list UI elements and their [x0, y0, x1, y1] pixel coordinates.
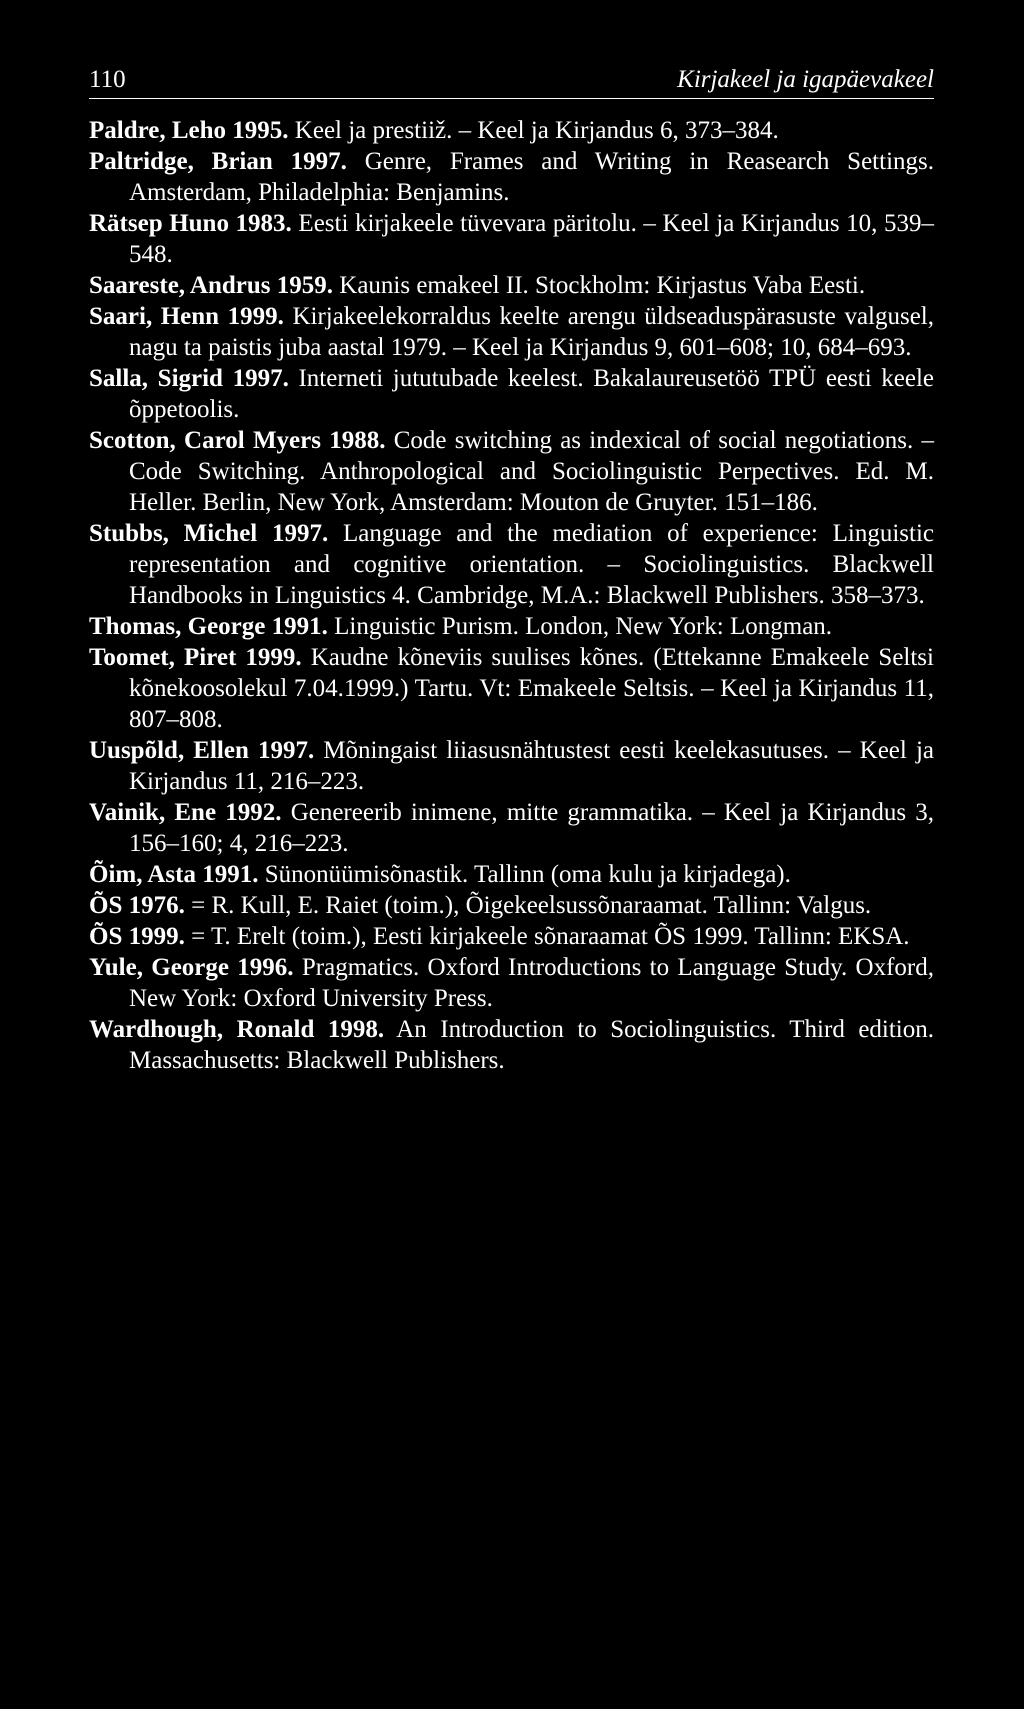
reference-text: Interneti jututubade keelest. Bakalaureusetöö TPÜ eesti keele õppetoolis. [129, 365, 935, 423]
reference-text: Genereerib inimene, mitte grammatika. – Keel ja Kirjandus 3, 156–160; 4, 216–223. [129, 799, 935, 857]
reference-author: Vainik, Ene 1992. [89, 799, 282, 826]
reference-author: Uuspõld, Ellen 1997. [89, 737, 315, 764]
running-header [89, 62, 934, 99]
reference-entry [89, 425, 934, 518]
reference-text: An Introduction to Sociolinguistics. Third edition. Massachusetts: Blackwell Publishers. [129, 1016, 935, 1074]
reference-text: Pragmatics. Oxford Introductions to Language Study. Oxford, New York: Oxford University Press. [129, 954, 934, 1012]
reference-entry [89, 1014, 934, 1076]
reference-text: Language and the mediation of experience: Linguistic representation and cognitive orientation. – Sociolinguistics. Blackwell Handbooks in Linguistics 4. Cambridge, M.A.: Blackwell Publishers. 358–373. [129, 520, 934, 609]
reference-entry [89, 270, 934, 301]
reference-entry [89, 301, 934, 363]
reference-entry [89, 363, 934, 425]
reference-entry [89, 208, 934, 270]
reference-text: Kaunis emakeel II. Stockholm: Kirjastus Vaba Eesti. [339, 272, 866, 299]
reference-author: Salla, Sigrid 1997. [89, 365, 289, 392]
reference-text: Mõningaist liiasusnähtustest eesti keelekasutuses. – Keel ja Kirjandus 11, 216–223. [129, 737, 934, 795]
reference-author: Stubbs, Michel 1997. [89, 520, 329, 547]
reference-text: Kirjakeelekorraldus keelte arengu üldseaduspärasuste valgusel, nagu ta paistis juba aastal 1979. – Keel ja Kirjandus 9, 601–608; 10, 684–693. [129, 303, 935, 361]
reference-author: Õim, Asta 1991. [89, 861, 259, 888]
reference-author: ÕS 1976. [89, 892, 185, 919]
reference-text: Genre, Frames and Writing in Reasearch Settings. Amsterdam, Philadelphia: Benjamins. [129, 148, 935, 206]
reference-entry [89, 921, 934, 952]
reference-author: ÕS 1999. [89, 923, 185, 950]
reference-entry [89, 518, 934, 611]
reference-author: Thomas, George 1991. [89, 613, 328, 640]
reference-author: Saareste, Andrus 1959. [89, 272, 334, 299]
reference-text: Linguistic Purism. London, New York: Longman. [334, 613, 833, 640]
reference-entry [89, 642, 934, 735]
reference-entry [89, 859, 934, 890]
reference-list [89, 115, 934, 1076]
reference-author: Yule, George 1996. [89, 954, 294, 981]
reference-entry [89, 952, 934, 1014]
reference-text: Eesti kirjakeele tüvevara päritolu. – Keel ja Kirjandus 10, 539–548. [129, 210, 934, 268]
reference-author: Wardhough, Ronald 1998. [89, 1016, 385, 1043]
reference-entry [89, 611, 934, 642]
page-number: 110 [89, 66, 126, 93]
reference-entry [89, 115, 934, 146]
reference-text: = T. Erelt (toim.), Eesti kirjakeele sõnaraamat ÕS 1999. Tallinn: EKSA. [191, 923, 910, 950]
running-title: Kirjakeel ja igapäevakeel [677, 66, 934, 93]
book-page [89, 62, 934, 1076]
reference-text: Sünonüümisõnastik. Tallinn (oma kulu ja kirjadega). [264, 861, 791, 888]
reference-entry [89, 735, 934, 797]
reference-text: = R. Kull, E. Raiet (toim.), Õigekeelsussõnaraamat. Tallinn: Valgus. [191, 892, 872, 919]
reference-entry [89, 146, 934, 208]
reference-author: Paldre, Leho 1995. [89, 117, 289, 144]
reference-entry [89, 890, 934, 921]
reference-text: Keel ja prestiiž. – Keel ja Kirjandus 6, 373–384. [294, 117, 779, 144]
reference-author: Saari, Henn 1999. [89, 303, 284, 330]
reference-text: Code switching as indexical of social negotiations. – Code Switching. Anthropological and Sociolinguistic Perpectives. Ed. M. Heller. Berlin, New York, Amsterdam: Mouton de Gruyter. 151–186. [129, 427, 934, 516]
reference-author: Paltridge, Brian 1997. [89, 148, 347, 175]
reference-author: Rätsep Huno 1983. [89, 210, 292, 237]
reference-text: Kaudne kõneviis suulises kõnes. (Ettekanne Emakeele Seltsi kõnekoosolekul 7.04.1999.) Tartu. Vt: Emakeele Seltsis. – Keel ja Kirjandus 11, 807–808. [129, 644, 934, 733]
reference-author: Toomet, Piret 1999. [89, 644, 302, 671]
reference-author: Scotton, Carol Myers 1988. [89, 427, 386, 454]
reference-entry [89, 797, 934, 859]
